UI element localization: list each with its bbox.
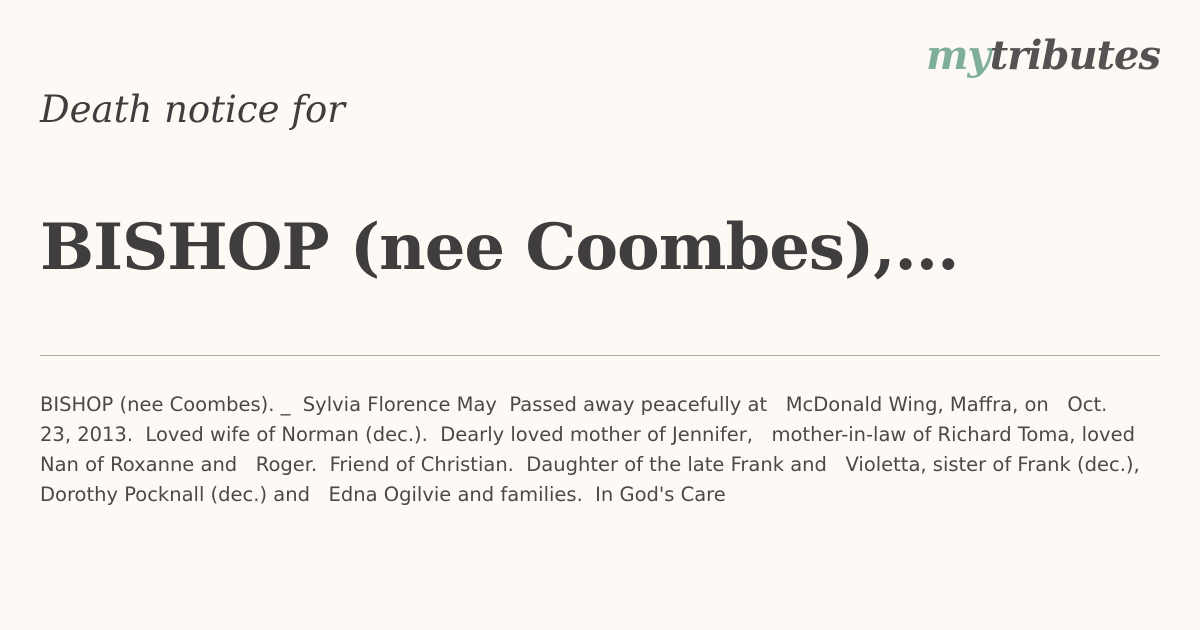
section-divider: [40, 355, 1160, 356]
notice-text: BISHOP (nee Coombes). _ Sylvia Florence May Passed away peacefully at McDonald Wing, Maffra, on Oct. 23, 2013. Loved wife of Norman (dec.). Dearly loved mother of Jennifer, mother-in-law of Richard Toma, loved Nan of Roxanne and Roger. Friend of Christian. Daughter of the late Frank and Violetta, sister of Frank (dec.), Dorothy Pocknall (dec.) and Edna Ogilvie and families. In God's Care: [40, 393, 1159, 506]
logo-suffix: tributes: [989, 32, 1160, 79]
mytributes-logo[interactable]: [926, 32, 1160, 79]
logo-prefix: my: [926, 32, 990, 79]
deceased-name-heading: BISHOP (nee Coombes),...: [40, 210, 959, 285]
death-notice-label: Death notice for: [40, 88, 345, 131]
